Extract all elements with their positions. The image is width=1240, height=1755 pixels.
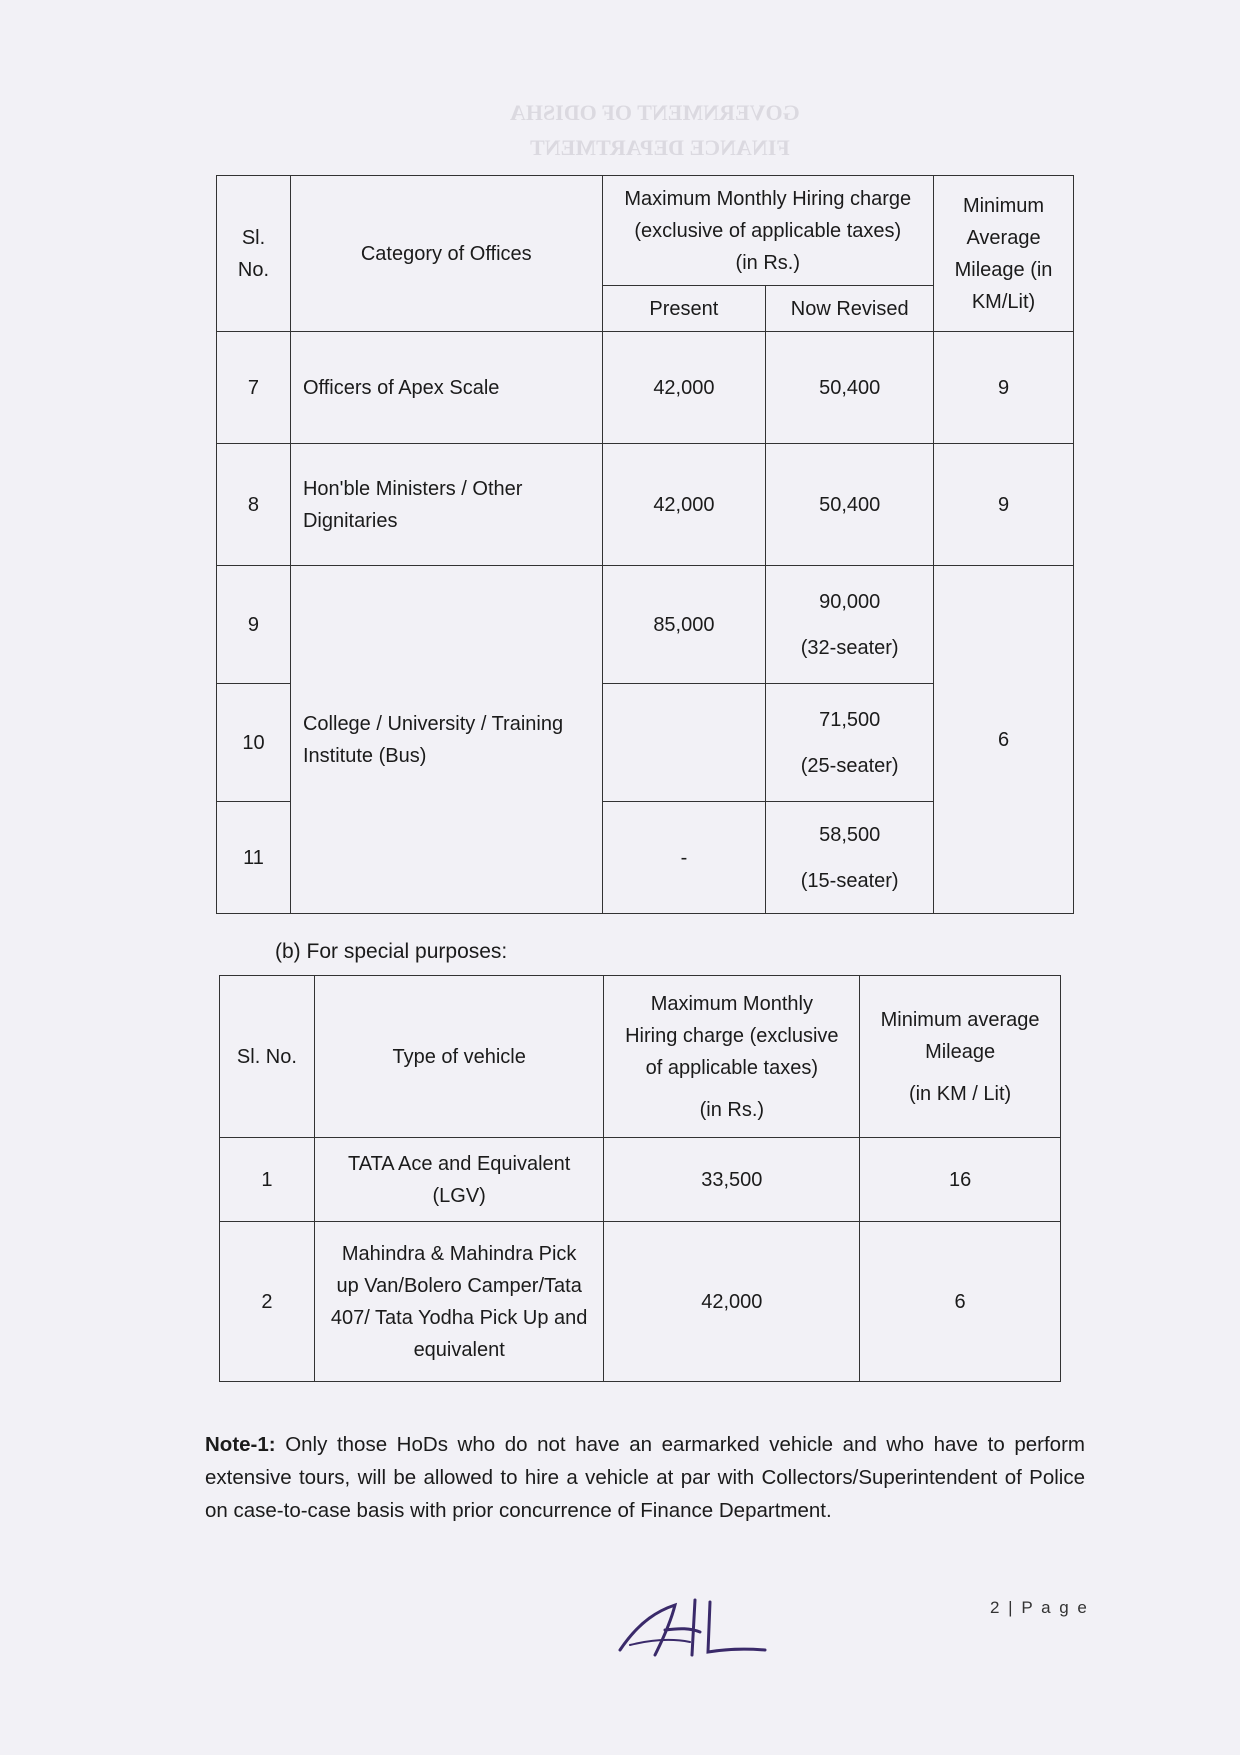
hiring-charge-table-offices bbox=[216, 175, 1074, 914]
mileage-bus: 6 bbox=[934, 566, 1074, 914]
vehicle-type: TATA Ace and Equivalent (LGV) bbox=[314, 1138, 604, 1222]
header-min-mileage-unit: (in KM / Lit) bbox=[908, 1082, 1012, 1105]
header-sl-no: Sl. No. bbox=[220, 976, 315, 1138]
revised-charge: 71,500 bbox=[819, 708, 881, 731]
note-text: Only those HoDs who do not have an earmarked vehicle and who have to perform extensive tours, will be allowed to hire a vehicle at par with Collectors/Superintendent of Police on case-to-case basis with prior concurrence of Finance Department. bbox=[205, 1433, 1085, 1522]
header-category: Category of Offices bbox=[290, 176, 602, 332]
present-charge: 42,000 bbox=[602, 332, 766, 444]
page-number: 2 | P a g e bbox=[990, 1598, 1089, 1617]
category: Officers of Apex Scale bbox=[290, 332, 602, 444]
sl-no: 7 bbox=[217, 332, 291, 444]
table-row bbox=[220, 1222, 1061, 1382]
revised-charge: 50,400 bbox=[766, 444, 934, 566]
bleed-through-text: GOVERNMENT OF ODISHA bbox=[510, 100, 800, 125]
revised-charge-cell bbox=[766, 802, 934, 914]
handwritten-signature bbox=[600, 1590, 780, 1670]
present-charge: 42,000 bbox=[602, 444, 766, 566]
table-row bbox=[217, 332, 1074, 444]
sl-no: 8 bbox=[217, 444, 291, 566]
note-label: Note-1: bbox=[205, 1433, 276, 1456]
header-min-mileage: Minimum average Mileage bbox=[880, 1008, 1040, 1063]
header-sl-no: Sl. No. bbox=[217, 176, 291, 332]
table-row bbox=[217, 444, 1074, 566]
header-min-mileage: Minimum Average Mileage (in KM/Lit) bbox=[934, 176, 1074, 332]
hiring-charge-table-special-purposes bbox=[219, 975, 1061, 1382]
charge: 42,000 bbox=[604, 1222, 860, 1382]
revised-charge: 58,500 bbox=[819, 823, 881, 846]
header-min-mileage-cell bbox=[860, 976, 1061, 1138]
mileage: 16 bbox=[860, 1138, 1061, 1222]
revised-charge-cell bbox=[766, 566, 934, 684]
header-max-charge-unit: (in Rs.) bbox=[699, 1098, 765, 1121]
revised-charge: 90,000 bbox=[819, 590, 881, 613]
present-charge bbox=[602, 684, 766, 802]
section-heading-special-purposes: (b) For special purposes: bbox=[275, 940, 508, 963]
mileage: 9 bbox=[934, 332, 1074, 444]
mileage: 6 bbox=[860, 1222, 1061, 1382]
seater-label: (32-seater) bbox=[800, 636, 899, 659]
sl-no: 1 bbox=[220, 1138, 315, 1222]
mileage: 9 bbox=[934, 444, 1074, 566]
revised-charge-cell bbox=[766, 684, 934, 802]
present-charge: - bbox=[602, 802, 766, 914]
header-now-revised: Now Revised bbox=[766, 286, 934, 332]
seater-label: (25-seater) bbox=[800, 754, 899, 777]
sl-no: 11 bbox=[217, 802, 291, 914]
header-present: Present bbox=[602, 286, 766, 332]
note-1 bbox=[205, 1428, 1085, 1527]
vehicle-type: Mahindra & Mahindra Pick up Van/Bolero Camper/Tata 407/ Tata Yodha Pick Up and equivalent bbox=[314, 1222, 604, 1382]
header-type: Type of vehicle bbox=[314, 976, 604, 1138]
category: Hon'ble Ministers / Other Dignitaries bbox=[290, 444, 602, 566]
table-row bbox=[217, 566, 1074, 684]
header-max-charge: Maximum Monthly Hiring charge (exclusive of applicable taxes) bbox=[625, 992, 839, 1079]
sl-no: 10 bbox=[217, 684, 291, 802]
sl-no: 2 bbox=[220, 1222, 315, 1382]
header-max-charge-cell bbox=[604, 976, 860, 1138]
seater-label: (15-seater) bbox=[800, 869, 899, 892]
revised-charge: 50,400 bbox=[766, 332, 934, 444]
present-charge: 85,000 bbox=[602, 566, 766, 684]
sl-no: 9 bbox=[217, 566, 291, 684]
category-bus: College / University / Training Institute (Bus) bbox=[290, 566, 602, 914]
bleed-through-text: FINANCE DEPARTMENT bbox=[530, 135, 790, 160]
table-row bbox=[220, 1138, 1061, 1222]
header-max-charge: Maximum Monthly Hiring charge (exclusive of applicable taxes) (in Rs.) bbox=[602, 176, 934, 286]
charge: 33,500 bbox=[604, 1138, 860, 1222]
